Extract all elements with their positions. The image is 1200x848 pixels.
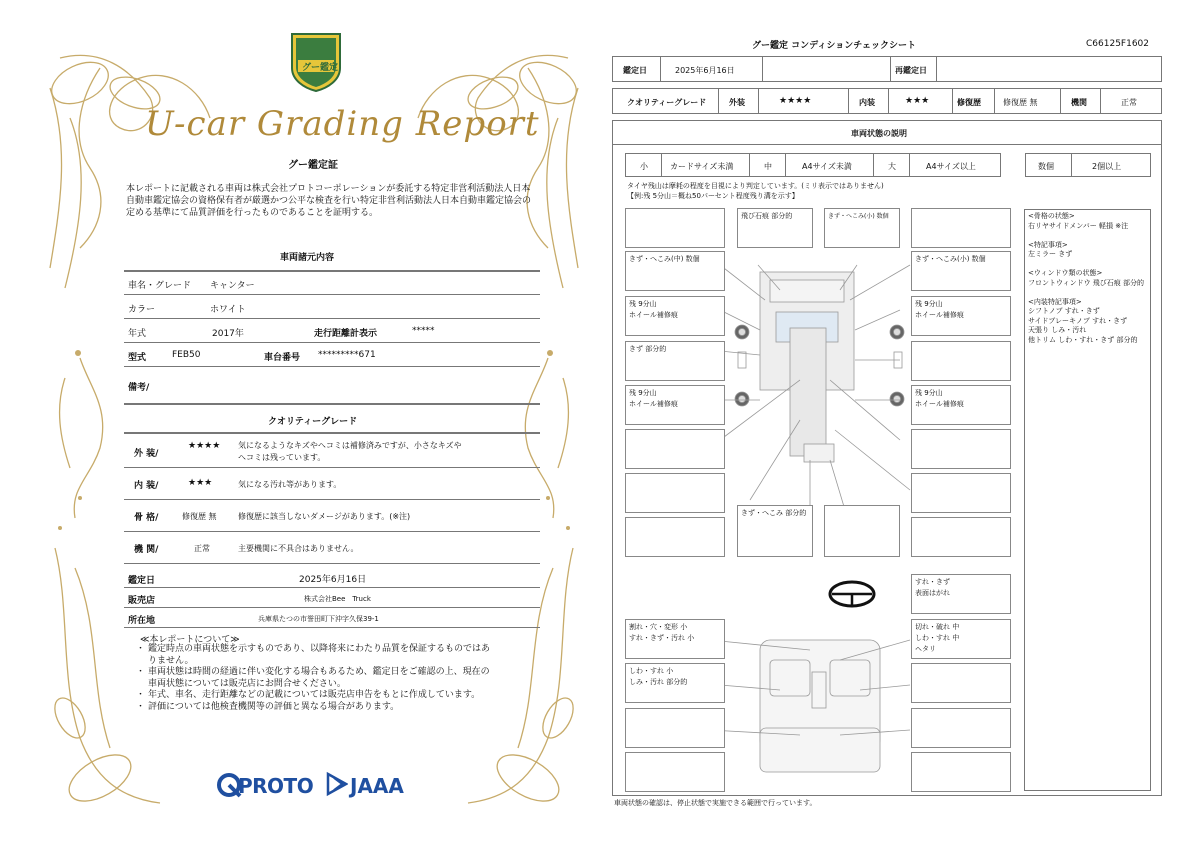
damage-box — [911, 517, 1011, 557]
exterior-label: 外 装/ — [134, 449, 159, 459]
grading-certificate — [40, 28, 588, 818]
name-value: キャンター — [210, 281, 255, 291]
damage-box — [911, 429, 1011, 469]
note-line: シフトノブ すれ・きず — [1028, 307, 1100, 315]
engine-value: 正常 — [194, 544, 210, 553]
report-title: U-car Grading Report — [145, 104, 540, 144]
damage-box — [911, 208, 1011, 248]
damage-box: 残 9分山 ホイール補修痕 — [911, 296, 1011, 336]
interior-stars: ★★★ — [188, 478, 213, 488]
repair-label: 修復歴 — [957, 98, 981, 107]
date-label: 鑑定日 — [128, 576, 156, 586]
damage-box: 飛び石痕 部分的 — [737, 208, 813, 248]
note-line: フロントウィンドウ 飛び石痕 部分的 — [1028, 278, 1145, 287]
reinspect-label: 再鑑定日 — [895, 66, 927, 75]
goo-kantei-badge — [288, 30, 344, 92]
damage-box: きず・へこみ(小) 数個 — [824, 208, 900, 248]
frame-label: 骨 格/ — [134, 513, 159, 523]
damage-box: 残 9分山 ホイール補修痕 — [911, 385, 1011, 425]
mileage-label: 走行距離計表示 — [314, 329, 378, 339]
sheet-interior-stars: ★★★ — [905, 96, 930, 106]
spec-heading: 車両諸元内容 — [280, 253, 335, 263]
certificate-heading: グー鑑定証 — [288, 160, 338, 171]
proto-logo: PROTO — [238, 774, 314, 798]
sheet-engine-label: 機関 — [1071, 98, 1087, 107]
about-item: ・ 評価については他検査機関等の評価と異なる場合があります。 — [136, 701, 400, 712]
grade-label: クオリティーグレード — [627, 98, 707, 107]
damage-box: きず 部分的 — [625, 341, 725, 381]
mileage-value: ***** — [412, 326, 435, 336]
interior-comment: 気になる汚れ等があります。 — [238, 480, 342, 489]
damage-box — [911, 752, 1011, 792]
color-label: カラー — [128, 305, 156, 315]
damage-box: きず・へこみ(中) 数個 — [625, 251, 725, 291]
damage-box — [911, 708, 1011, 748]
jaaa-logo: JAAA — [350, 774, 404, 798]
model-value: FEB50 — [172, 350, 201, 360]
year-label: 年式 — [128, 329, 147, 339]
damage-box: 割れ・穴・変形 小 すれ・きず・汚れ 小 — [625, 619, 725, 659]
damage-box — [911, 341, 1011, 381]
intro-text: 本レポートに記載される車両は株式会社プロトコーポレーションが委託する特定非営利活動法人日本自動車鑑定協会の資格保有者が厳選かつ公平な検査を行い特定非営利活動法人日本自動車鑑定協会の定める基準にて品質評価を行ったものであることを証明する。 — [126, 184, 532, 218]
note-line: 左ミラー きず — [1028, 250, 1073, 258]
interior-label: 内 装/ — [134, 481, 159, 491]
damage-box — [911, 473, 1011, 513]
size-mid: 中 — [764, 162, 772, 171]
sheet-title: グー鑑定 コンディションチェックシート — [752, 41, 916, 51]
address-value: 兵庫県たつの市誉田町下沖字久保39-1 — [258, 615, 379, 623]
exterior-stars: ★★★★ — [188, 441, 221, 451]
damage-box — [625, 752, 725, 792]
quality-heading: クオリティーグレード — [268, 417, 358, 427]
damage-box — [625, 208, 725, 248]
address-row — [124, 608, 540, 628]
count-label: 数個 — [1038, 162, 1054, 171]
damage-box: きず・へこみ(小) 数個 — [911, 251, 1011, 291]
size-mid-desc: A4サイズ未満 — [802, 162, 852, 171]
note-line: <骨格の状態> — [1028, 212, 1075, 220]
damage-box — [625, 473, 725, 513]
damage-box — [625, 517, 725, 557]
damage-box: きず・へこみ 部分的 — [737, 505, 813, 557]
damage-box — [824, 505, 900, 557]
engine-label: 機 関/ — [134, 545, 159, 555]
about-item: ・ 年式、車名、走行距離などの記載については販売店申告をもとに作成しています。 — [136, 690, 481, 700]
grade-row-engine — [124, 532, 540, 564]
date-value: 2025年6月16日 — [299, 575, 367, 585]
grade-row-exterior — [124, 433, 540, 468]
date-row — [124, 568, 540, 588]
note-line: 右リヤサイドメンバー 軽損 ※注 — [1028, 221, 1129, 230]
size-small-desc: カードサイズ未満 — [670, 162, 734, 171]
spec-row-name — [124, 271, 540, 295]
repair-value: 修復歴 無 — [1003, 98, 1038, 107]
grade-row-frame — [124, 500, 540, 532]
tire-note-1: タイヤ残山は摩耗の程度を目視により判定しています。(ミリ表示ではありません) — [627, 182, 884, 190]
dealer-label: 販売店 — [128, 596, 156, 606]
note-line: サイドブレーキノブ すれ・きず — [1028, 316, 1128, 325]
address-label: 所在地 — [128, 616, 156, 626]
sheet-exterior-label: 外装 — [729, 98, 745, 107]
sheet-date-label: 鑑定日 — [623, 66, 647, 75]
sheet-date-value: 2025年6月16日 — [675, 66, 735, 75]
sheet-id: C66125F1602 — [1086, 39, 1149, 49]
year-value: 2017年 — [212, 329, 244, 339]
model-label: 型式 — [128, 353, 147, 363]
note-line: 他トリム しわ・すれ・きず 部分的 — [1028, 335, 1138, 344]
about-item: ・ 鑑定時点の車両状態を示すものであり、以降将来にわたり品質を保証するものではありません。 — [136, 644, 491, 666]
exterior-comment-2: ヘコミは残っています。 — [238, 453, 326, 462]
size-large-desc: A4サイズ以上 — [926, 162, 976, 171]
damage-box: しわ・すれ 小 しみ・汚れ 部分的 — [625, 663, 725, 703]
damage-box — [911, 663, 1011, 703]
badge-text: グー鑑定 — [302, 63, 339, 73]
damage-box: 切れ・破れ 中 しわ・すれ 中 ヘタリ — [911, 619, 1011, 659]
spec-row-year — [124, 319, 540, 343]
note-line: <ウィンドウ類の状態> — [1028, 269, 1103, 277]
note-line: <内装特記事項> — [1028, 297, 1082, 306]
name-label: 車名・グレード — [128, 281, 192, 291]
jaaa-logo-icon — [326, 770, 348, 798]
exterior-comment-1: 気になるようなキズやヘコミは補修済みですが、小さなキズや — [238, 441, 462, 450]
frame-comment: 修復歴に該当しないダメージがあります。(※注) — [238, 512, 411, 521]
size-large: 大 — [888, 162, 896, 171]
dealer-value: 株式会社Bee Truck — [304, 595, 371, 603]
damage-box — [625, 708, 725, 748]
note-line: 天張り しみ・汚れ — [1028, 326, 1087, 334]
notes-label: 備考/ — [128, 383, 150, 393]
sheet-footer: 車両状態の確認は、停止状態で実施できる範囲で行っています。 — [614, 799, 817, 807]
chassis-label: 車台番号 — [264, 353, 301, 363]
spec-row-color — [124, 295, 540, 319]
chassis-value: *********671 — [318, 350, 376, 360]
engine-comment: 主要機関に不具合はありません。 — [238, 544, 359, 553]
about-heading: ≪本レポートについて≫ — [140, 635, 240, 645]
size-small: 小 — [640, 162, 648, 171]
spec-row-model — [124, 343, 540, 367]
sheet-engine-value: 正常 — [1121, 98, 1137, 107]
color-value: ホワイト — [210, 305, 246, 315]
count-desc: 2個以上 — [1092, 162, 1122, 171]
sheet-exterior-stars: ★★★★ — [779, 96, 812, 106]
about-item: ・ 車両状態は時間の経過に伴い変化する場合もあるため、鑑定日をご確認の上、現在の車両状態については販売店にお問合せください。 — [136, 667, 490, 689]
damage-box — [625, 429, 725, 469]
section-title: 車両状態の説明 — [851, 129, 907, 138]
frame-value: 修復歴 無 — [182, 512, 217, 521]
sheet-interior-label: 内装 — [859, 98, 875, 107]
tire-note-2: 【例:残 5分山＝概ね50パーセント程度残り溝を示す】 — [627, 192, 799, 200]
damage-box: 残 9分山 ホイール補修痕 — [625, 296, 725, 336]
dealer-row — [124, 588, 540, 608]
spec-row-notes — [124, 367, 540, 391]
about-list — [136, 644, 490, 713]
grade-row-interior — [124, 468, 540, 500]
note-line: <特記事項> — [1028, 240, 1068, 249]
damage-box: 残 9分山 ホイール補修痕 — [625, 385, 725, 425]
condition-check-sheet — [600, 0, 1200, 848]
damage-box: すれ・きず 表面はがれ — [911, 574, 1011, 614]
